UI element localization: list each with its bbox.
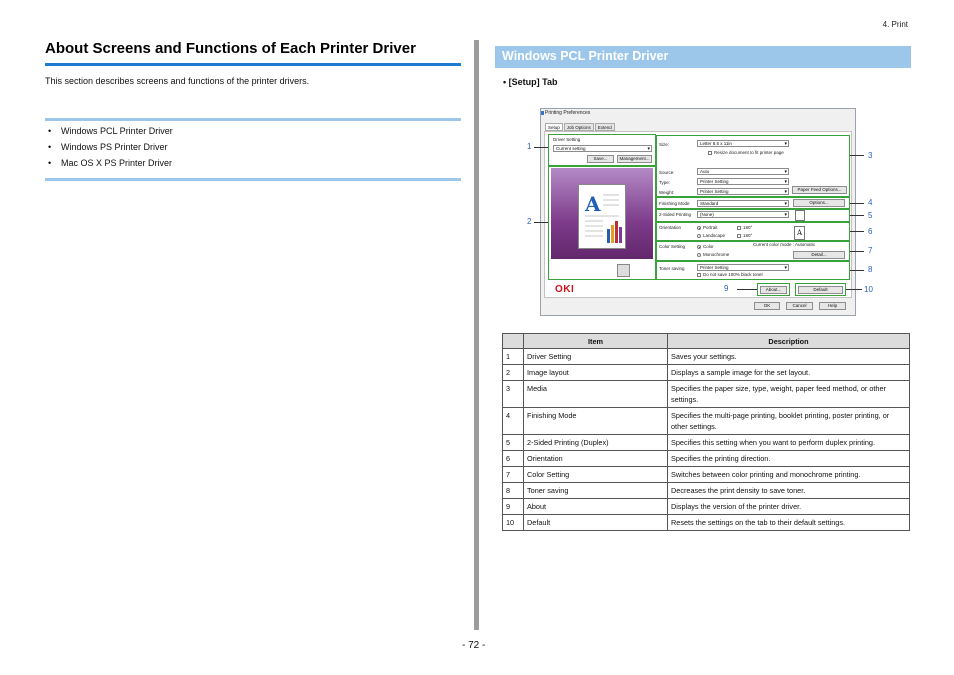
row-item: Default	[524, 515, 668, 531]
duplex-select[interactable]: (None) ▾	[697, 211, 789, 218]
table-row	[503, 381, 910, 408]
row-item: 2-Sided Printing (Duplex)	[524, 435, 668, 451]
callout-box-4	[656, 197, 850, 209]
driver-setting-label: Driver Setting	[553, 137, 581, 142]
callout-number-7: 7	[868, 246, 873, 255]
callout-box-5	[656, 209, 850, 222]
about-button[interactable]: About...	[760, 286, 787, 294]
page-number: - 72 -	[462, 640, 486, 651]
toc-divider-top	[45, 118, 461, 121]
ok-button[interactable]: OK	[754, 302, 780, 310]
oki-logo: OKI	[555, 284, 575, 295]
toc-divider-bottom	[45, 178, 461, 181]
intro-text: This section describes screens and functions of the printer drivers.	[45, 76, 310, 86]
row-number: 3	[503, 381, 524, 408]
table-row	[503, 483, 910, 499]
table-row	[503, 499, 910, 515]
window-title: Printing Preferences	[545, 110, 591, 116]
tab-setup[interactable]: Setup	[545, 123, 563, 131]
row-number: 6	[503, 451, 524, 467]
cancel-button[interactable]: Cancel	[786, 302, 813, 310]
page-title: About Screens and Functions of Each Printer Driver	[45, 40, 416, 57]
callout-line-6	[850, 231, 864, 232]
callout-box-9	[757, 283, 790, 296]
default-button[interactable]: Default	[798, 286, 843, 294]
callout-line-8	[850, 270, 864, 271]
callout-number-3: 3	[868, 151, 873, 160]
callout-number-5: 5	[868, 211, 873, 220]
row-description: Displays a sample image for the set layout.	[668, 365, 910, 381]
color-mode-text: Current color mode : Automatic	[753, 242, 816, 247]
callout-number-6: 6	[868, 227, 873, 236]
driver-setting-select[interactable]: Current setting ▾	[553, 145, 652, 152]
type-label: Type:	[659, 180, 671, 185]
callout-box-7	[656, 241, 850, 261]
row-description: Specifies the printing direction.	[668, 451, 910, 467]
callout-line-10	[846, 289, 862, 290]
row-description: Decreases the print density to save toner.	[668, 483, 910, 499]
source-label: Source:	[659, 170, 675, 175]
size-select[interactable]: Letter 8.5 x 11in ▾	[697, 140, 789, 147]
row-number: 10	[503, 515, 524, 531]
row-number: 5	[503, 435, 524, 451]
callout-number-8: 8	[868, 265, 873, 274]
weight-select[interactable]: Printer Setting ▾	[697, 188, 789, 195]
resize-label: Resize document to fit printer page	[714, 150, 784, 155]
items-table	[502, 333, 910, 531]
callout-line-1	[534, 147, 548, 148]
subsection-label: [Setup] Tab	[508, 77, 558, 87]
table-row	[503, 408, 910, 435]
row-item: Media	[524, 381, 668, 408]
toner-saving-select[interactable]: Printer Setting ▾	[697, 264, 789, 271]
table-row	[503, 467, 910, 483]
toner-check-label: Do not save 100% black toner	[703, 272, 764, 277]
row-item: About	[524, 499, 668, 515]
management-button[interactable]: Management...	[617, 155, 652, 163]
callout-number-2: 2	[527, 217, 532, 226]
size-label: Size:	[659, 142, 670, 147]
printer-icon	[541, 111, 544, 115]
callout-number-10: 10	[864, 285, 873, 294]
type-select[interactable]: Printer Setting ▾	[697, 178, 789, 185]
section-title: Windows PCL Printer Driver	[502, 49, 669, 63]
toner-saving-label: Toner saving	[659, 266, 685, 271]
row-description: Specifies the paper size, type, weight, paper feed method, or other settings.	[668, 381, 910, 408]
landscape-label: Landscape	[703, 233, 726, 238]
row-number: 2	[503, 365, 524, 381]
rotate-90-label: 180°	[743, 233, 753, 238]
callout-line-5	[850, 215, 864, 216]
duplex-label: 2-Sided Printing	[659, 212, 692, 217]
driver-tabs	[545, 123, 615, 131]
help-button[interactable]: Help	[819, 302, 846, 310]
callout-number-4: 4	[868, 198, 873, 207]
table-row	[503, 451, 910, 467]
source-select[interactable]: Auto ▾	[697, 168, 789, 175]
monochrome-label: Monochrome	[703, 252, 730, 257]
table-row	[503, 515, 910, 531]
callout-box-1	[548, 134, 656, 166]
toc-item-label[interactable]: Windows PCL Printer Driver	[61, 126, 173, 136]
row-item: Orientation	[524, 451, 668, 467]
toc-item-label[interactable]: Mac OS X PS Printer Driver	[61, 158, 173, 168]
col-header-item: Item	[524, 334, 668, 349]
callout-box-10	[795, 283, 846, 296]
orientation-preview-icon: A	[794, 226, 805, 240]
callout-number-1: 1	[527, 142, 532, 151]
col-header-description: Description	[668, 334, 910, 349]
detail-button[interactable]: Detail...	[793, 251, 845, 259]
table-header-row	[503, 334, 910, 349]
row-description: Specifies the multi-page printing, booklet printing, poster printing, or other settings.	[668, 408, 910, 435]
callout-line-4	[850, 203, 864, 204]
toc-list	[45, 125, 173, 173]
row-number: 4	[503, 408, 524, 435]
row-item: Toner saving	[524, 483, 668, 499]
row-description: Resets the settings on the tab to their default settings.	[668, 515, 910, 531]
toc-item[interactable]: • Mac OS X PS Printer Driver	[48, 158, 173, 168]
color-setting-label: Color Setting	[659, 244, 686, 249]
portrait-label: Portrait	[703, 225, 718, 230]
toc-item[interactable]: • Windows PS Printer Driver	[48, 142, 168, 152]
callout-line-7	[850, 251, 864, 252]
rotate-180-label: 180°	[743, 225, 753, 230]
paper-feed-options-button[interactable]: Paper Feed Options...	[792, 186, 847, 194]
col-header-number	[503, 334, 524, 349]
table-row	[503, 435, 910, 451]
weight-label: Weight:	[659, 190, 675, 195]
preview-letter: A	[585, 192, 601, 216]
row-number: 8	[503, 483, 524, 499]
subsection-heading: • [Setup] Tab	[503, 77, 558, 87]
callout-box-8	[656, 261, 850, 280]
table-row	[503, 365, 910, 381]
callout-number-9: 9	[724, 284, 729, 293]
callout-box-2	[548, 166, 656, 280]
row-item: Image layout	[524, 365, 668, 381]
column-divider	[474, 40, 479, 630]
chapter-label: 4. Print	[882, 20, 908, 29]
toc-item-label[interactable]: Windows PS Printer Driver	[61, 142, 168, 152]
row-description: Switches between color printing and monochrome printing.	[668, 467, 910, 483]
toc-item[interactable]: • Windows PCL Printer Driver	[48, 126, 173, 136]
finishing-mode-select[interactable]: Standard ▾	[697, 200, 789, 207]
row-description: Displays the version of the printer driver.	[668, 499, 910, 515]
callout-line-3	[850, 155, 864, 156]
row-description: Specifies this setting when you want to perform duplex printing.	[668, 435, 910, 451]
row-number: 9	[503, 499, 524, 515]
orientation-label: Orientation	[659, 225, 682, 230]
row-item: Driver Setting	[524, 349, 668, 365]
color-label: Color	[703, 244, 714, 249]
callout-box-3	[656, 135, 850, 197]
options-button[interactable]: Options...	[793, 199, 845, 207]
save-button[interactable]: Save...	[587, 155, 614, 163]
callout-box-6	[656, 222, 850, 241]
row-item: Finishing Mode	[524, 408, 668, 435]
tab-job-options[interactable]: Job Options	[564, 123, 594, 131]
row-description: Saves your settings.	[668, 349, 910, 365]
row-number: 7	[503, 467, 524, 483]
finishing-mode-label: Finishing Mode	[659, 201, 690, 206]
tab-extend[interactable]: Extend	[595, 123, 615, 131]
row-number: 1	[503, 349, 524, 365]
row-item: Color Setting	[524, 467, 668, 483]
callout-line-2	[534, 222, 548, 223]
table-row	[503, 349, 910, 365]
title-rule	[45, 63, 461, 66]
callout-line-9	[737, 289, 757, 290]
